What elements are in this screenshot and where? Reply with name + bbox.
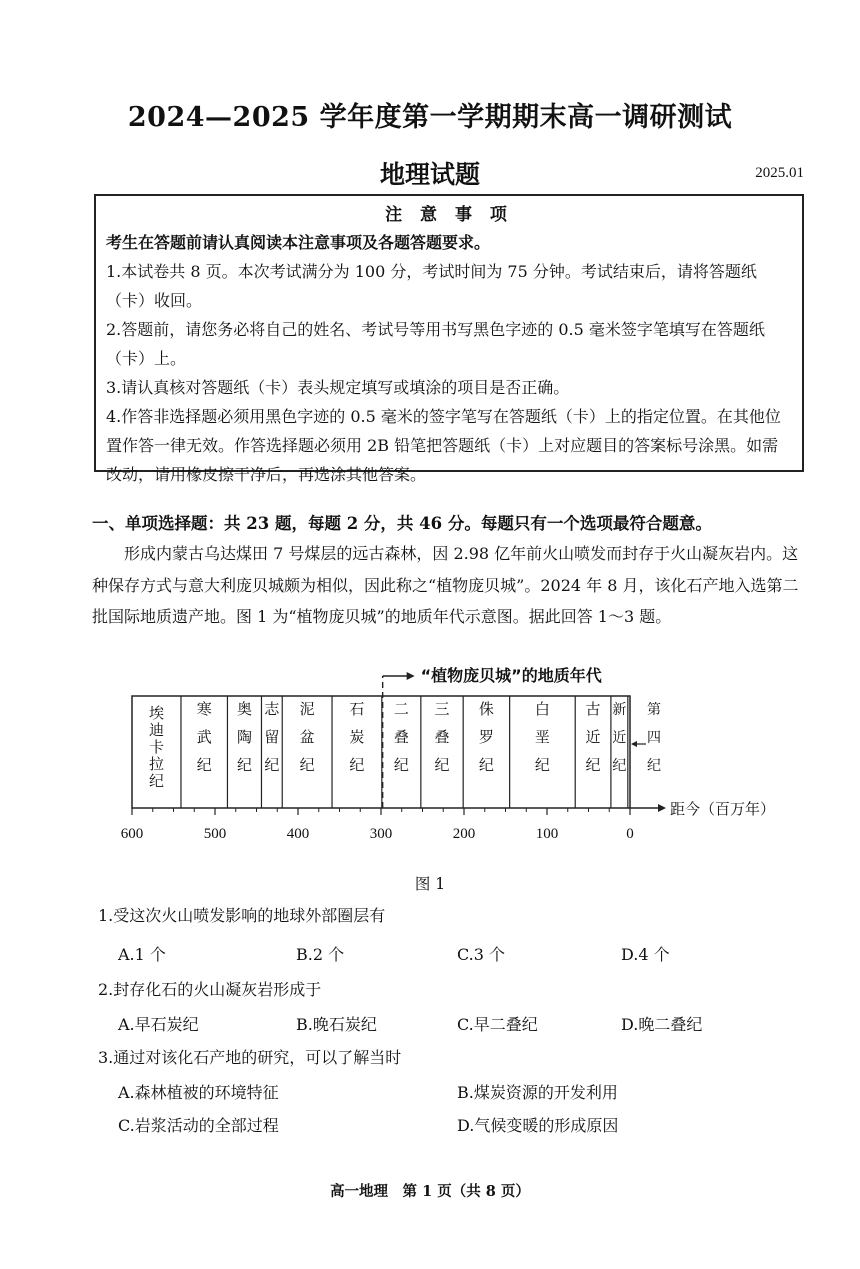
notice-item: 1.本试卷共 8 页。本次考试满分为 100 分，考试时间为 75 分钟。考试结束后，请将答题纸（卡）收回。 [106, 262, 757, 310]
question-3-option-d: D.气候变暖的形成原因 [457, 1116, 619, 1135]
section-heading: 一、单项选择题：共 23 题，每题 2 分，共 46 分。每题只有一个选项最符合题意。 [92, 514, 712, 533]
tick-label: 100 [535, 826, 559, 842]
intro-text: 形成内蒙古乌达煤田 7 号煤层的远古森林，因 2.98 亿年前火山喷发而封存于火山凝灰岩内。这种保存方式与意大利庞贝城颇为相似，因此称之“植物庞贝城”。2024 年 8 月，该化石产地入选第二批国际地质遗产地。图 1 为“植物庞贝城”的地质年代示意图。据此回答 1～3 题。 [92, 544, 799, 626]
question-intro [92, 538, 808, 633]
question-3-option-b: B.煤炭资源的开发利用 [457, 1083, 618, 1102]
question-2-option-a: A.早石炭纪 [118, 1015, 199, 1034]
period-label: 泥盆纪 [299, 700, 315, 774]
exam-subtitle: 地理试题 [379, 160, 480, 189]
period-label: 奥陶纪 [236, 700, 252, 774]
period-label: 古近纪 [585, 700, 601, 774]
notice-item: 3.请认真核对答题纸（卡）表头规定填写或填涂的项目是否正确。 [106, 378, 570, 397]
period-label: 二叠纪 [393, 700, 409, 774]
figure-caption: 图 1 [414, 875, 446, 893]
tick-label: 300 [369, 826, 393, 842]
question-1-option-d: D.4 个 [621, 945, 670, 964]
question-2-option-d: D.晚二叠纪 [621, 1015, 703, 1034]
tick-label: 600 [120, 826, 144, 842]
marker-annotation: “植物庞贝城”的地质年代 [420, 666, 602, 685]
notice-lead: 考生在答题前请认真阅读本注意事项及各题答题要求。 [106, 233, 491, 252]
question-1-option-c: C.3 个 [457, 945, 506, 964]
exam-date: 2025.01 [755, 165, 804, 181]
notice-title: 注 意 事 项 [385, 205, 513, 225]
geologic-timeline-figure [100, 662, 800, 862]
period-label: 寒武纪 [196, 700, 212, 774]
exam-title: 2024—2025 学年度第一学期期末高一调研测试 [127, 102, 733, 133]
tick-label: 200 [452, 826, 476, 842]
period-label: 埃迪卡拉纪 [148, 704, 164, 790]
period-label: 志留纪 [264, 700, 280, 774]
question-3-option-c: C.岩浆活动的全部过程 [118, 1116, 279, 1135]
question-2-option-c: C.早二叠纪 [457, 1015, 538, 1034]
marker-arrow-head [407, 672, 415, 680]
period-label: 白垩纪 [534, 700, 550, 774]
notice-item: 4.作答非选择题必须用黑色字迹的 0.5 毫米的签字笔写在答题纸（卡）上的指定位置。在其他位置作答一律无效。作答选择题必须用 2B 铅笔把答题纸（卡）上对应题目的答案标号涂黑。如需改动，请用橡皮擦干净后，再选涂其他答案。 [106, 407, 781, 484]
question-3-option-a: A.森林植被的环境特征 [118, 1083, 279, 1102]
period-label: 三叠纪 [434, 700, 450, 774]
notice-box [94, 194, 804, 484]
period-label: 新近纪 [612, 702, 627, 774]
question-3-stem: 3.通过对该化石产地的研究，可以了解当时 [98, 1048, 402, 1067]
period-label: 第四纪 [647, 702, 661, 774]
notice-item: 2.答题前，请您务必将自己的姓名、考试号等用书写黑色字迹的 0.5 毫米签字笔填写在答题纸（卡）上。 [106, 320, 765, 368]
question-2-option-b: B.晚石炭纪 [296, 1015, 377, 1034]
period-label: 侏罗纪 [478, 700, 494, 774]
question-1-option-b: B.2 个 [296, 945, 345, 964]
axis-arrow-head [658, 804, 666, 812]
tick-label: 500 [203, 826, 227, 842]
question-1-stem: 1.受这次火山喷发影响的地球外部圈层有 [98, 906, 386, 925]
tick-label: 400 [286, 826, 310, 842]
question-2-stem: 2.封存化石的火山凝灰岩形成于 [98, 980, 322, 999]
page-footer: 高一地理 第 1 页（共 8 页） [330, 1183, 530, 1200]
axis-label: 距今（百万年） [670, 800, 776, 818]
tick-label: 0 [626, 826, 634, 842]
quaternary-pointer-head [631, 741, 637, 747]
question-1-option-a: A.1 个 [118, 945, 166, 964]
period-label: 石炭纪 [349, 700, 365, 774]
